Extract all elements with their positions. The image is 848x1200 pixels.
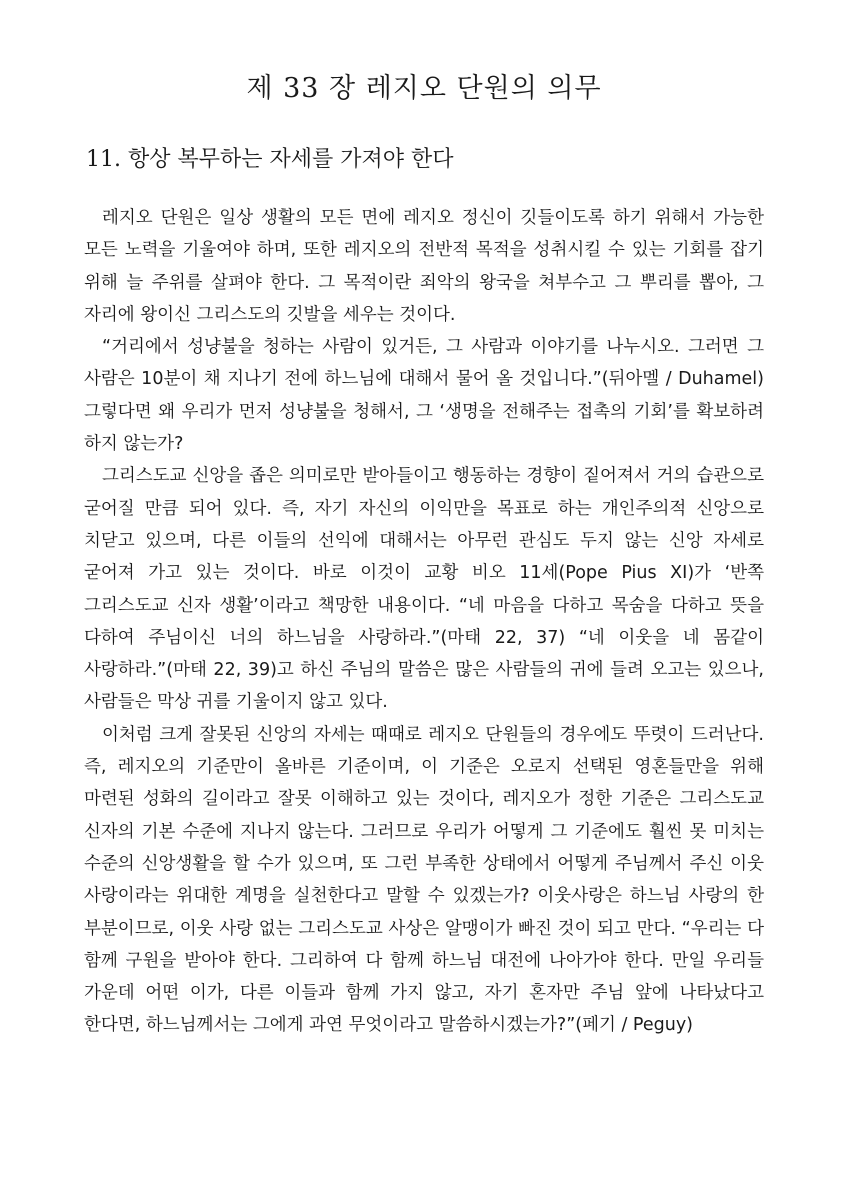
body-text [84, 202, 764, 1042]
paragraph-4: 이처럼 크게 잘못된 신앙의 자세는 때때로 레지오 단원들의 경우에도 뚜렷이 드러난다. 즉, 레지오의 기준만이 올바른 기준이며, 이 기준은 오로지 선택된 영혼들만을 위해 마련된 성화의 길이라고 잘못 이해하고 있는 것이다, 레지오가 정한 기준은 그리스도교 신자의 기본 수준에 지나지 않는다. 그러므로 우리가 어떻게 그 기준에도 훨씬 못 미치는 수준의 신앙생활을 할 수가 있으며, 또 그런 부족한 상태에서 어떻게 주님께서 주신 이웃 사랑이라는 위대한 계명을 실천한다고 말할 수 있겠는가? 이웃사랑은 하느님 사랑의 한 부분이므로, 이웃 사랑 없는 그리스도교 사상은 알맹이가 빠진 것이 되고 만다. “우리는 다 함께 구원을 받아야 한다. 그리하여 다 함께 하느님 대전에 나아가야 한다. 만일 우리들 가운데 어떤 이가, 다른 이들과 함께 가지 않고, 자기 혼자만 주님 앞에 나타났다고 한다면, 하느님께서는 그에게 과연 무엇이라고 말씀하시겠는가?”(페기 / Peguy) [84, 724, 764, 1036]
paragraph-1: 레지오 단원은 일상 생활의 모든 면에 레지오 정신이 깃들이도록 하기 위해서 가능한 모든 노력을 기울여야 하며, 또한 레지오의 전반적 목적을 성취시킬 수 있는 기회를 잡기 위해 늘 주위를 살펴야 한다. 그 목적이란 죄악의 왕국을 쳐부수고 그 뿌리를 뽑아, 그 자리에 왕이신 그리스도의 깃발을 세우는 것이다. [84, 208, 764, 325]
paragraph-2: “거리에서 성냥불을 청하는 사람이 있거든, 그 사람과 이야기를 나누시오. 그러면 그 사람은 10분이 채 지나기 전에 하느님에 대해서 물어 올 것입니다.”(뒤아멜 / Duhamel) 그렇다면 왜 우리가 먼저 성냥불을 청해서, 그 ‘생명을 전해주는 접촉의 기회’를 확보하려 하지 않는가? [84, 337, 764, 455]
paragraph-3: 그리스도교 신앙을 좁은 의미로만 받아들이고 행동하는 경향이 짙어져서 거의 습관으로 굳어질 만큼 되어 있다. 즉, 자기 자신의 이익만을 목표로 하는 개인주의적 신앙으로 치닫고 있으며, 다른 이들의 선익에 대해서는 아무런 관심도 두지 않는 신앙 자세로 굳어져 가고 있는 것이다. 바로 이것이 교황 비오 11세(Pope Pius XI)가 ‘반쪽 그리스도교 신자 생활’이라고 책망한 내용이다. “네 마음을 다하고 목숨을 다하고 뜻을 다하여 주님이신 너의 하느님을 사랑하라.”(마태 22, 37) “네 이웃을 네 몸같이 사랑하라.”(마태 22, 39)고 하신 주님의 말씀은 많은 사람들의 귀에 들려 오고는 있으나, 사람들은 막상 귀를 기울이지 않고 있다. [84, 466, 764, 713]
chapter-title: 제 33 장 레지오 단원의 의무 [246, 73, 602, 104]
section-heading: 11. 항상 복무하는 자세를 가져야 한다 [86, 147, 454, 172]
